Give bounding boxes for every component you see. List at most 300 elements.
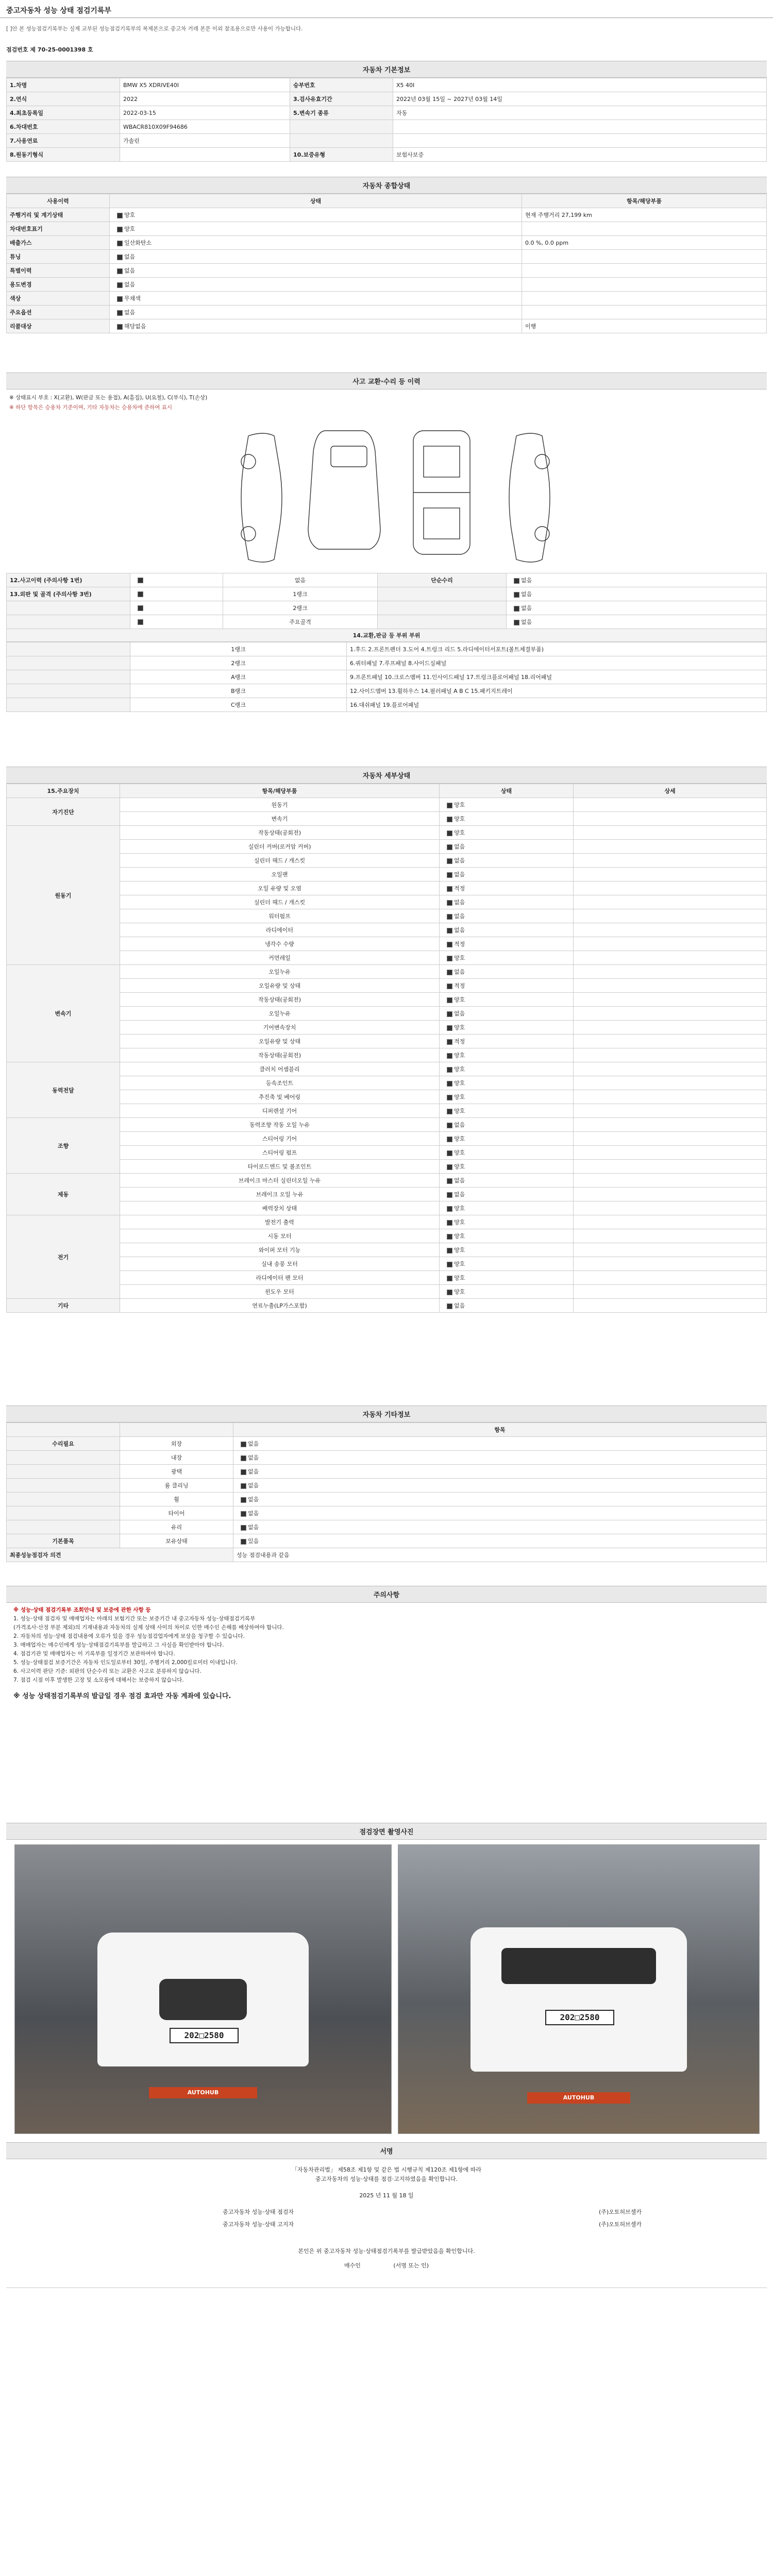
repair-label: 13.외판 및 골격 (주의사항 3번) <box>7 587 130 601</box>
document-title: 중고자동차 성능 상태 점검기록부 <box>6 7 111 15</box>
detail-row <box>7 840 767 854</box>
basic-value-2: 보험사보증 <box>393 148 767 162</box>
repair-value: 1랭크 <box>223 587 378 601</box>
basic-value-2: 2022년 03월 15일 ~ 2027년 03월 14일 <box>393 92 767 106</box>
detail-item: 등속조인트 <box>120 1076 440 1090</box>
checkbox-checked <box>447 872 452 878</box>
checkbox-checked <box>447 928 452 934</box>
detail-row <box>7 895 767 909</box>
intro-text: [ ]안 본 성능점검기록부는 실제 교부된 성능점검기록부의 복제본으로 중고차 거래 본문 이외 참조용으로만 사용이 가능합니다. <box>6 26 303 32</box>
repair-value-2-text: 없음 <box>521 591 532 598</box>
repair-value-2 <box>507 573 767 587</box>
detail-row <box>7 1048 767 1062</box>
basic-label: 1.차명 <box>7 78 120 92</box>
other-group <box>7 1493 120 1506</box>
detail-status-text: 없음 <box>454 899 465 906</box>
checkbox-checked <box>447 970 452 975</box>
checkbox-checked <box>241 1483 246 1489</box>
parts-row <box>7 684 767 698</box>
car-right-side-outline <box>509 433 550 562</box>
checkbox-checked <box>138 605 143 611</box>
basic-label-2 <box>290 134 393 148</box>
checkbox-checked <box>514 578 519 584</box>
detail-status <box>440 1132 574 1146</box>
parts-rank: 1랭크 <box>130 642 347 656</box>
detail-note <box>574 1188 767 1201</box>
detail-item: 냉각수 수량 <box>120 937 440 951</box>
overall-row <box>7 278 767 292</box>
detail-row <box>7 826 767 840</box>
overall-row <box>7 236 767 250</box>
basic-label: 2.연식 <box>7 92 120 106</box>
other-label: 타이어 <box>120 1506 233 1520</box>
detail-note <box>574 1090 767 1104</box>
detail-item: 시동 모터 <box>120 1229 440 1243</box>
checkbox-checked <box>117 213 123 218</box>
sign-text-1: 「자동차관리법」 제58조 제1항 및 같은 법 시행규칙 제120조 제1항에 따라 <box>291 2166 482 2173</box>
detail-note <box>574 1201 767 1215</box>
checkbox-checked <box>447 942 452 947</box>
basic-value-2: 자동 <box>393 106 767 120</box>
checkbox-checked <box>447 803 452 808</box>
parts-rank: A랭크 <box>130 670 347 684</box>
repair-check <box>130 601 223 615</box>
car-left-wheel-rear <box>241 527 256 541</box>
repair-value-2 <box>507 601 767 615</box>
detail-row <box>7 951 767 965</box>
detail-row <box>7 1285 767 1299</box>
other-value <box>233 1506 767 1520</box>
detail-item: 실린더 헤드 / 개스킷 <box>120 895 440 909</box>
checkbox-checked <box>447 1039 452 1045</box>
detail-status <box>440 1076 574 1090</box>
detail-status <box>440 854 574 868</box>
other-value-text: 없음 <box>248 1524 259 1531</box>
detail-row <box>7 1257 767 1271</box>
detail-status-text: 양호 <box>454 1024 465 1031</box>
repair-value-2-text: 없음 <box>521 619 532 625</box>
parts-title: 14.교환,판금 등 부위 부위 <box>6 629 767 642</box>
parts-items: 6.쿼터패널 7.루프패널 8.사이드실패널 <box>347 656 767 670</box>
detail-item: 실내 송풍 모터 <box>120 1257 440 1271</box>
overall-extra: 이행 <box>522 319 767 333</box>
checkbox-checked <box>514 606 519 612</box>
checkbox-checked <box>447 886 452 892</box>
basic-row <box>7 148 767 162</box>
accident-title: 사고 교환·수리 등 이력 <box>6 372 767 389</box>
repair-row <box>7 615 767 629</box>
caution-line: 4. 점검기관 및 매매업자는 이 기록부를 일정기간 보관하여야 합니다. <box>13 1651 175 1657</box>
overall-title: 자동차 종합상태 <box>6 177 767 194</box>
overall-status <box>110 319 522 333</box>
basic-label-2 <box>290 120 393 134</box>
detail-row <box>7 909 767 923</box>
detail-row <box>7 1160 767 1174</box>
detail-status <box>440 1118 574 1132</box>
basic-value: 2022-03-15 <box>120 106 290 120</box>
detail-row <box>7 923 767 937</box>
detail-status <box>440 951 574 965</box>
detail-item: 라디에이터 팬 모터 <box>120 1271 440 1285</box>
checkbox-checked <box>447 1011 452 1017</box>
detail-status <box>440 1271 574 1285</box>
sign-title: 서명 <box>6 2142 767 2159</box>
overall-status <box>110 264 522 278</box>
detail-row <box>7 882 767 895</box>
detail-item: 작동상태(공회전) <box>120 993 440 1007</box>
checkbox-checked <box>117 296 123 302</box>
other-label: 보유상태 <box>120 1534 233 1548</box>
detail-status-text: 양호 <box>454 1275 465 1281</box>
detail-status <box>440 923 574 937</box>
other-value <box>233 1479 767 1493</box>
overall-row <box>7 250 767 264</box>
detail-note <box>574 826 767 840</box>
basic-info-table <box>6 78 767 162</box>
overall-extra: 0.0 %, 0.0 ppm <box>522 236 767 250</box>
detail-note <box>574 1007 767 1021</box>
overall-label: 튜닝 <box>7 250 110 264</box>
detail-status-text: 양호 <box>454 816 465 822</box>
overall-extra <box>522 250 767 264</box>
detail-group: 동력전달 <box>7 1062 120 1118</box>
detail-status <box>440 979 574 993</box>
detail-row <box>7 1076 767 1090</box>
other-label: 유리 <box>120 1520 233 1534</box>
detail-note <box>574 937 767 951</box>
checkbox-checked <box>117 324 123 330</box>
parts-blank <box>7 698 130 712</box>
other-value-text: 없음 <box>248 1468 259 1475</box>
dealer-name: (주)오토허브셀카 <box>599 2221 642 2228</box>
front-banner: AUTOHUB <box>149 2087 257 2098</box>
detail-note <box>574 909 767 923</box>
checkbox-checked <box>447 1206 452 1212</box>
detail-status-text: 없음 <box>454 1191 465 1198</box>
detail-status-text: 없음 <box>454 913 465 920</box>
parts-blank <box>7 642 130 656</box>
other-head: 항목 <box>233 1423 767 1437</box>
rear-banner: AUTOHUB <box>527 2092 630 2104</box>
detail-note <box>574 812 767 826</box>
detail-note <box>574 1243 767 1257</box>
other-group <box>7 1520 120 1534</box>
detail-item: 오일팬 <box>120 868 440 882</box>
detail-item: 스티어링 기어 <box>120 1132 440 1146</box>
repair-value: 없음 <box>223 573 378 587</box>
detail-item: 브레이크 오일 누유 <box>120 1188 440 1201</box>
detail-head-4: 상세 <box>574 784 767 798</box>
parts-rank: 2랭크 <box>130 656 347 670</box>
detail-status <box>440 1215 574 1229</box>
detail-status <box>440 1090 574 1104</box>
other-row <box>7 1493 767 1506</box>
detail-item: 연료누출(LP가스포함) <box>120 1299 440 1313</box>
detail-item: 라디에이터 <box>120 923 440 937</box>
detail-status <box>440 1201 574 1215</box>
detail-row <box>7 979 767 993</box>
other-row <box>7 1451 767 1465</box>
detail-row <box>7 1188 767 1201</box>
detail-status-text: 양호 <box>454 1149 465 1156</box>
repair-label <box>7 615 130 629</box>
detail-row <box>7 854 767 868</box>
car-diagram <box>6 415 767 570</box>
caution-line: (가격조사·산정 부분 제외)의 기재내용과 자동차의 실제 상태 사이의 차이로 인한 매수인 손해를 배상하여야 합니다. <box>13 1624 284 1631</box>
detail-status-text: 없음 <box>454 857 465 864</box>
detail-status-text: 적정 <box>454 1038 465 1045</box>
overall-extra <box>522 264 767 278</box>
detail-item: 오일누유 <box>120 1007 440 1021</box>
overall-row <box>7 264 767 278</box>
overall-status <box>110 278 522 292</box>
detail-row <box>7 1229 767 1243</box>
other-row <box>7 1534 767 1548</box>
checkbox-checked <box>241 1469 246 1475</box>
detail-note <box>574 1257 767 1271</box>
caution-line: 5. 성능·상태점검 보증기간은 자동차 인도일로부터 30일, 주행거리 2,000킬로미터 이내입니다. <box>13 1659 238 1666</box>
other-value <box>233 1465 767 1479</box>
overall-status-text: 없음 <box>124 281 136 288</box>
detail-note <box>574 882 767 895</box>
detail-status <box>440 1007 574 1021</box>
detail-status-text: 양호 <box>454 829 465 836</box>
overall-label: 배출가스 <box>7 236 110 250</box>
detail-head-3: 상태 <box>440 784 574 798</box>
detail-note <box>574 1299 767 1313</box>
detail-status <box>440 1257 574 1271</box>
basic-label-2: 승부번호 <box>290 78 393 92</box>
parts-row <box>7 642 767 656</box>
detail-row <box>7 1132 767 1146</box>
basic-row <box>7 134 767 148</box>
detail-status-text: 양호 <box>454 1136 465 1142</box>
other-value-text: 없음 <box>248 1510 259 1517</box>
detail-status-text: 없음 <box>454 871 465 878</box>
overall-extra: 현재 주행거리 27,199 km <box>522 208 767 222</box>
detail-row <box>7 965 767 979</box>
other-value-text: 없음 <box>248 1482 259 1489</box>
other-value <box>233 1520 767 1534</box>
detail-status-text: 없음 <box>454 1302 465 1309</box>
checkbox-checked <box>117 255 123 260</box>
other-value-text: 없음 <box>248 1454 259 1461</box>
detail-item: 기어변속장치 <box>120 1021 440 1035</box>
caution-footer: ※ 성능 상태점검기록부의 발급일 경우 점검 효과만 자동 계좌에 있습니다. <box>13 1692 231 1700</box>
detail-status-text: 없음 <box>454 927 465 934</box>
checkbox-checked <box>447 1137 452 1142</box>
detail-item: 와이퍼 모터 기능 <box>120 1243 440 1257</box>
detail-status <box>440 937 574 951</box>
checkbox-checked <box>447 817 452 822</box>
basic-value: WBACR810X09F94686 <box>120 120 290 134</box>
detail-status <box>440 840 574 854</box>
detail-note <box>574 993 767 1007</box>
caution-lead: ※ 성능·상태 점검기록부 조회안내 및 보증에 관한 사항 등 <box>13 1607 151 1613</box>
checkbox-checked <box>447 1109 452 1114</box>
basic-label: 6.차대번호 <box>7 120 120 134</box>
overall-status <box>110 222 522 236</box>
detail-status-text: 적정 <box>454 885 465 892</box>
detail-status-text: 양호 <box>454 1219 465 1226</box>
detail-status-text: 양호 <box>454 1233 465 1240</box>
detail-item: 원동기 <box>120 798 440 812</box>
inspector-name: (주)오토허브셀카 <box>599 2209 642 2215</box>
caution-title: 주의사항 <box>6 1586 767 1603</box>
caution-line: 1. 성능·상태 점검자 및 매매업자는 아래의 보험기간 또는 보증기간 내 중고자동차 성능·상태점검기록부 <box>13 1616 256 1622</box>
checkbox-checked <box>241 1442 246 1447</box>
other-group <box>7 1479 120 1493</box>
repair-value-2-text: 없음 <box>521 577 532 584</box>
checkbox-checked <box>447 1067 452 1073</box>
other-row <box>7 1506 767 1520</box>
checkbox-checked <box>447 1262 452 1267</box>
detail-note <box>574 951 767 965</box>
checkbox-checked <box>447 914 452 920</box>
other-row <box>7 1520 767 1534</box>
detail-item: 발전기 출력 <box>120 1215 440 1229</box>
other-label: 휠 <box>120 1493 233 1506</box>
overall-status-text: 없음 <box>124 267 136 274</box>
overall-label: 용도변경 <box>7 278 110 292</box>
overall-status-text: 양호 <box>124 212 136 218</box>
repair-value-2-text: 없음 <box>521 605 532 612</box>
detail-group: 원동기 <box>7 826 120 965</box>
checkbox-checked <box>138 578 143 583</box>
other-value <box>233 1534 767 1548</box>
detail-group: 변속기 <box>7 965 120 1062</box>
detail-item: 윈도우 모터 <box>120 1285 440 1299</box>
basic-label: 4.최초등록일 <box>7 106 120 120</box>
overall-label: 색상 <box>7 292 110 306</box>
parts-items: 1.후드 2.프론트펜더 3.도어 4.트렁크 리드 5.라디에이터서포트(볼트체결부품) <box>347 642 767 656</box>
detail-status <box>440 993 574 1007</box>
detail-item: 워터펌프 <box>120 909 440 923</box>
other-opinion-value: 성능 점검내용과 같음 <box>233 1548 767 1562</box>
repair-label-2 <box>378 601 507 615</box>
detail-status <box>440 1048 574 1062</box>
detail-row <box>7 1104 767 1118</box>
car-left-side-outline <box>241 433 282 562</box>
other-row <box>7 1479 767 1493</box>
detail-note <box>574 1160 767 1174</box>
detail-item: 실린더 헤드 / 개스킷 <box>120 854 440 868</box>
detail-status <box>440 1160 574 1174</box>
overall-status-text: 없음 <box>124 253 136 260</box>
detail-status <box>440 909 574 923</box>
detail-item: 동력조향 작동 오일 누유 <box>120 1118 440 1132</box>
checkbox-checked <box>447 1081 452 1087</box>
parts-blank <box>7 656 130 670</box>
checkbox-checked <box>447 1053 452 1059</box>
detail-status-text: 양호 <box>454 1066 465 1073</box>
detail-status-text: 없음 <box>454 1010 465 1017</box>
detail-note <box>574 1048 767 1062</box>
repair-label-2 <box>378 587 507 601</box>
caution-line: 7. 점검 시점 이후 발생한 고장 및 소모품에 대해서는 보증하지 않습니다. <box>13 1677 184 1683</box>
detail-note <box>574 1076 767 1090</box>
detail-status <box>440 826 574 840</box>
repair-label: 12.사고이력 (주의사항 1번) <box>7 573 130 587</box>
repair-label-2 <box>378 615 507 629</box>
caution-line: 3. 매매업자는 매수인에게 성능·상태점검기록부를 발급하고 그 사실을 확인받아야 합니다. <box>13 1642 224 1648</box>
overall-label: 주요옵션 <box>7 306 110 319</box>
detail-item: 오일누유 <box>120 965 440 979</box>
detail-status-text: 양호 <box>454 1261 465 1267</box>
detail-note <box>574 1132 767 1146</box>
basic-value: 가솔린 <box>120 134 290 148</box>
detail-item: 오일 유량 및 오염 <box>120 882 440 895</box>
detail-row <box>7 1118 767 1132</box>
photos-title: 점검장면 촬영사진 <box>6 1823 767 1840</box>
checkbox-checked <box>241 1539 246 1545</box>
overall-head-1: 사용이력 <box>7 194 110 208</box>
detail-row <box>7 1174 767 1188</box>
checkbox-checked <box>138 619 143 625</box>
checkbox-checked <box>447 1164 452 1170</box>
detail-status <box>440 1174 574 1188</box>
car-front-outline <box>308 431 380 549</box>
detail-title: 자동차 세부상태 <box>6 767 767 784</box>
checkbox-checked <box>447 1025 452 1031</box>
other-opinion-label: 최종성능점검자 의견 <box>7 1548 233 1562</box>
overall-status <box>110 208 522 222</box>
detail-status <box>440 812 574 826</box>
detail-status <box>440 1285 574 1299</box>
overall-status <box>110 236 522 250</box>
rear-photo <box>398 1844 760 2134</box>
detail-note <box>574 923 767 937</box>
detail-status-text: 양호 <box>454 955 465 961</box>
detail-note <box>574 798 767 812</box>
detail-note <box>574 1174 767 1188</box>
checkbox-checked <box>447 1095 452 1100</box>
overall-extra <box>522 222 767 236</box>
record-number: 점검번호 제 70-25-0001398 호 <box>6 46 93 53</box>
checkbox-checked <box>117 227 123 232</box>
detail-status <box>440 1229 574 1243</box>
checkbox-checked <box>447 844 452 850</box>
overall-extra <box>522 306 767 319</box>
detail-note <box>574 1118 767 1132</box>
overall-status-text: 일산화탄소 <box>124 240 152 246</box>
checkbox-checked <box>447 1150 452 1156</box>
repair-label-2: 단순수리 <box>378 573 507 587</box>
detail-status-text: 양호 <box>454 1108 465 1114</box>
checkbox-checked <box>241 1497 246 1503</box>
repair-check <box>130 573 223 587</box>
detail-row <box>7 1090 767 1104</box>
parts-row <box>7 656 767 670</box>
other-row <box>7 1437 767 1451</box>
checkbox-checked <box>514 592 519 598</box>
detail-status <box>440 1104 574 1118</box>
overall-head-2: 상태 <box>110 194 522 208</box>
detail-row <box>7 1062 767 1076</box>
detail-note <box>574 854 767 868</box>
overall-extra <box>522 292 767 306</box>
overall-status-text: 없음 <box>124 309 136 316</box>
detail-status-text: 양호 <box>454 802 465 808</box>
detail-row <box>7 1271 767 1285</box>
detail-group: 자기진단 <box>7 798 120 826</box>
basic-label-2: 3.검사유효기간 <box>290 92 393 106</box>
detail-item: 추진축 및 베어링 <box>120 1090 440 1104</box>
overall-row <box>7 222 767 236</box>
parts-blank <box>7 670 130 684</box>
checkbox-checked <box>447 956 452 961</box>
checkbox-checked <box>447 900 452 906</box>
